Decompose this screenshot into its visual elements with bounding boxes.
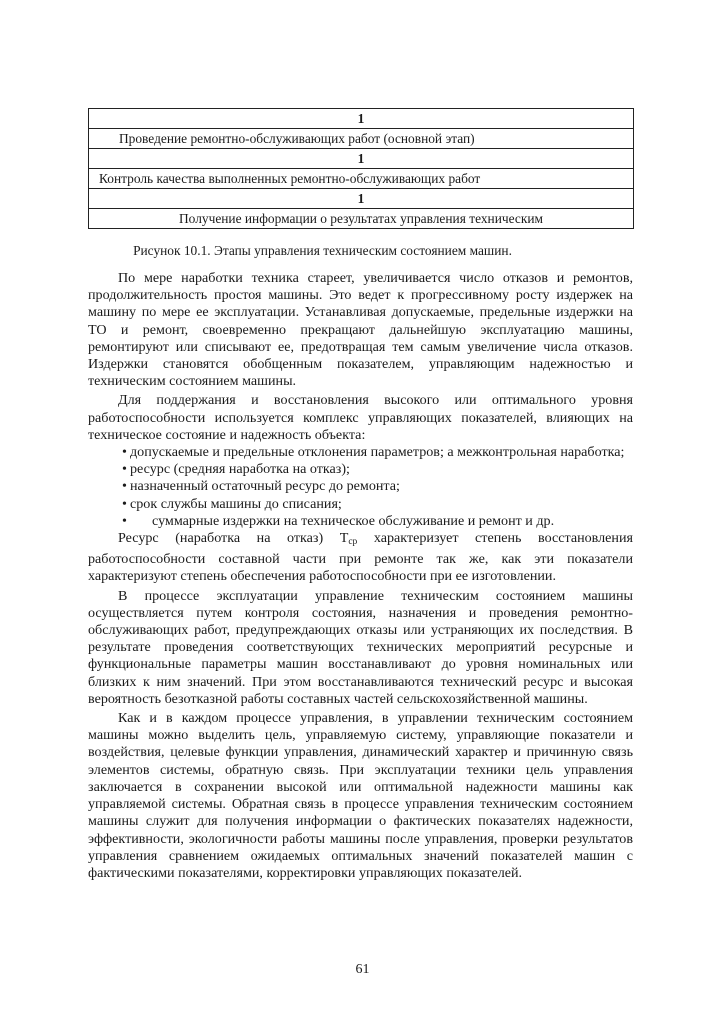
bullet-icon: • (122, 478, 127, 495)
paragraph-text: Ресурс (наработка на отказ) Т (118, 530, 349, 547)
subscript: ср (348, 537, 358, 548)
bullet-icon: • (122, 512, 127, 529)
flow-number-row (89, 149, 634, 169)
flow-number-cell: 1 (89, 149, 634, 169)
flow-number-cell: 1 (89, 189, 634, 209)
list-item-text: ресурс (средняя наработка на отказ); (130, 461, 350, 478)
list-item (122, 478, 633, 495)
figure-caption-text: Рисунок 10.1. Этапы управления техническим состоянием машин. (133, 243, 512, 258)
list-item-text: назначенный остаточный ресурс до ремонта; (130, 478, 400, 495)
paragraph: По мере наработки техника стареет, увеличивается число отказов и ремонтов, продолжительность простоя машины. Это ведет к прогрессивному росту издержек на машину по мере ее эксплуатации. Устанавливая допускаемые, предельные издержки на ТО и ремонт, своевременно прекращают дальнейшую эксплуатацию машины, ремонтируют или списывают ее, предотвращая тем самым увеличение числа отказов. Издержки становятся обобщенным показателем, управляющим надежностью и техническим состоянием машины. (88, 270, 633, 390)
flow-step-row (89, 209, 634, 229)
flow-step-cell: Получение информации о результатах управления техническим (89, 209, 634, 229)
flow-step-cell: Проведение ремонтно-обслуживающих работ (основной этап) (89, 129, 634, 149)
indicator-list (88, 444, 633, 530)
flow-step-cell: Контроль качества выполненных ремонтно-обслуживающих работ (89, 169, 634, 189)
list-item (122, 512, 633, 530)
flow-number-cell: 1 (89, 109, 634, 129)
list-item (122, 495, 633, 513)
page-number: 61 (355, 962, 370, 977)
paragraph-text: характеризует степень восстановления работоспособности составной части при ремонте так же, как эти показатели характеризуют степень обеспечения работоспособности при ее изготовлении. (88, 530, 633, 585)
list-item (122, 444, 633, 461)
paragraph: В процессе эксплуатации управление техническим состоянием машины осуществляется путем контроля состояния, назначения и проведения ремонтно-обслуживающих работ, предупреждающих отказы или устраняющих их последствия. В результате проведения соответствующих технических мероприятий ресурсные и функциональные параметры машин восстанавливают до уровня номинальных или близких к ним значений. При этом восстанавливаются технический ресурс и высокая вероятность безотказной работы составных частей сельскохозяйственной машины. (88, 587, 633, 707)
list-item-text: срок службы машины до списания; (130, 495, 342, 512)
flow-number-row (89, 109, 634, 129)
flow-step-row (89, 169, 634, 189)
list-item-text: суммарные издержки на техническое обслуживание и ремонт и др. (152, 512, 555, 529)
list-item-text: допускаемые и предельные отклонения параметров; а межконтрольная наработка; (130, 444, 625, 461)
stages-flow-table (88, 108, 634, 229)
flow-number-row (89, 189, 634, 209)
paragraph (88, 530, 633, 586)
bullet-icon: • (122, 461, 127, 478)
list-item (122, 461, 633, 478)
body-text (88, 270, 633, 882)
bullet-icon: • (122, 444, 127, 461)
paragraph: Как и в каждом процессе управления, в управлении техническим состоянием машины можно выделить цель, управляемую систему, управляющие показатели и воздействия, целевые функции управления, динамический характер и причинную связь элементов системы, обратную связь. При эксплуатации техники цель управления заключается в сохранении высокой или оптимальной надежности машины как управляемой системы. Обратная связь в процессе управления техническим состоянием машины служит для получения информации о фактических показателях надежности, эффективности, экологичности работы машины после управления, проверки результатов управления сравнением ожидаемых оптимальных значений показателей машин с фактическими показателями, корректировки управляющих показателей. (88, 710, 633, 881)
paragraph: Для поддержания и восстановления высокого или оптимального уровня работоспособности используется комплекс управляющих показателей, влияющих на техническое состояние и надежность объекта: (88, 392, 633, 443)
flow-step-row (89, 129, 634, 149)
figure-caption (0, 242, 725, 259)
bullet-icon: • (122, 495, 127, 512)
